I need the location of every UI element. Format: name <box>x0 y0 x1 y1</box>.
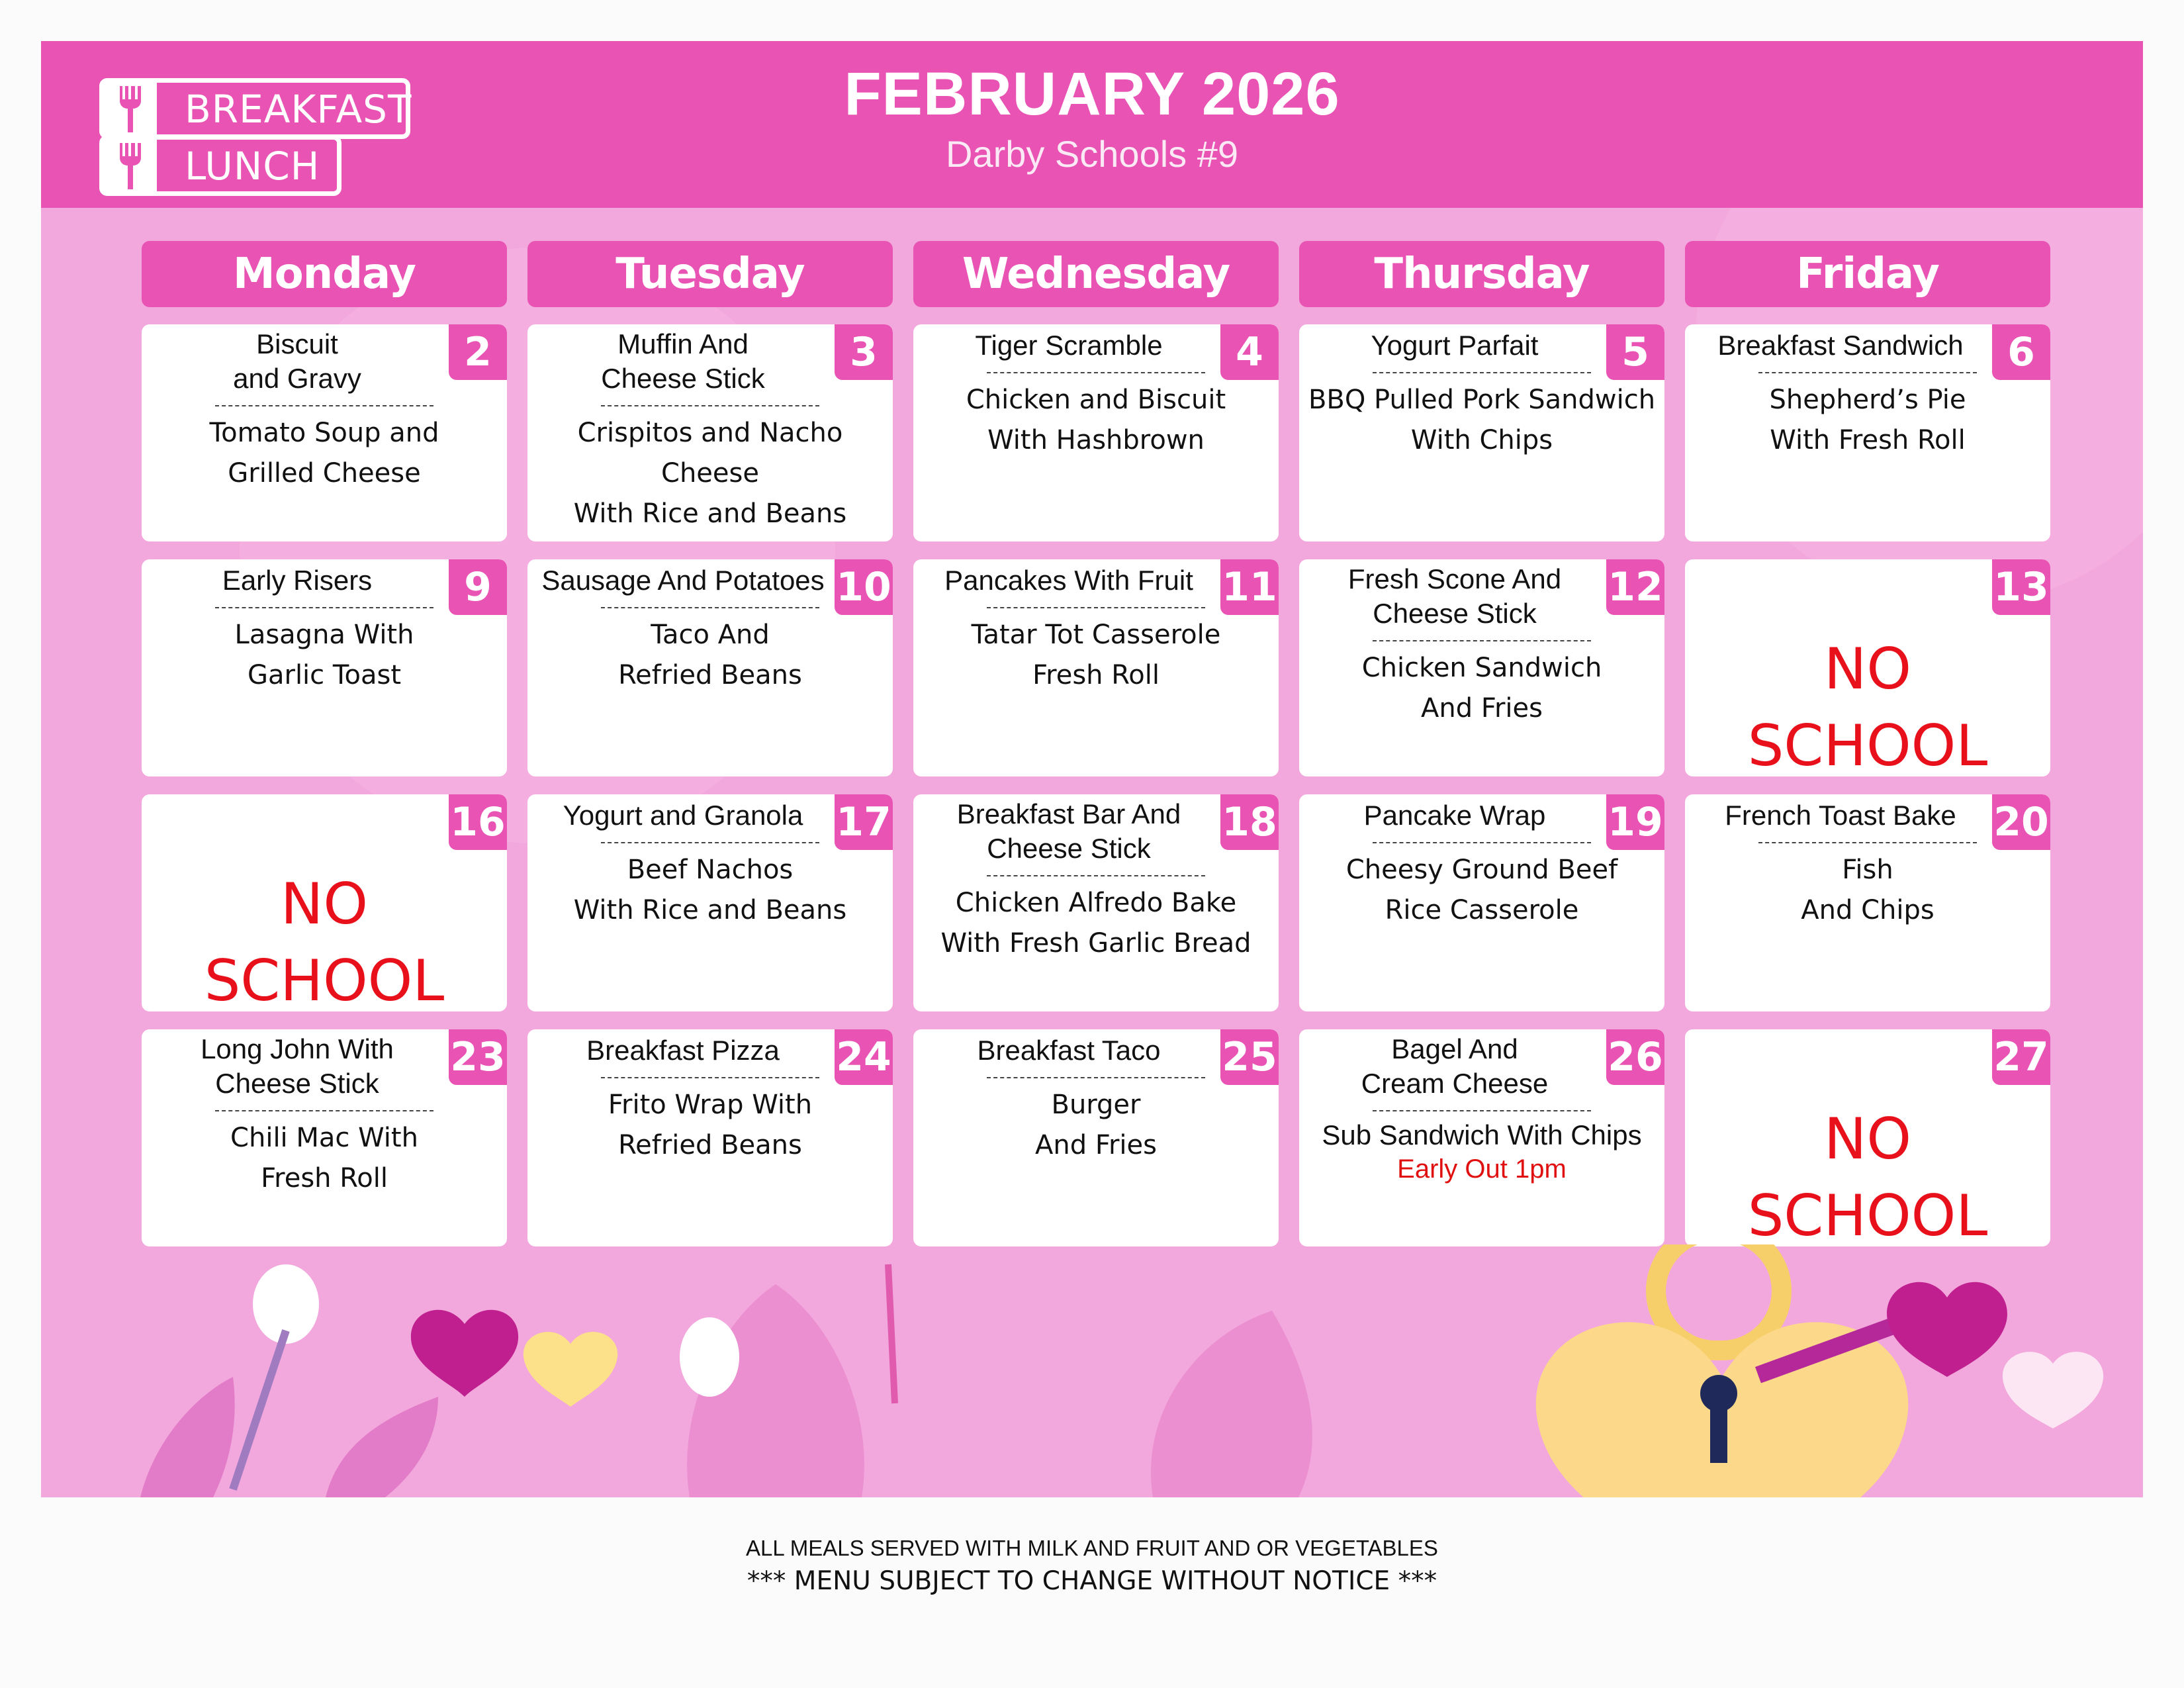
day-number-badge: 4 <box>1220 324 1279 380</box>
day-cell-27 <box>1685 1029 2050 1246</box>
breakfast-item: Pancakes With Fruit <box>944 565 1193 596</box>
branch-shape <box>888 1264 895 1403</box>
lunch-item: Tomato Soup and Grilled Cheese <box>209 418 439 489</box>
day-cell-20 <box>1685 794 2050 1011</box>
heart-icon <box>523 1332 617 1407</box>
day-number-badge: 5 <box>1606 324 1664 380</box>
meal-separator <box>215 1110 433 1111</box>
lunch-item: Chicken Alfredo Bake With Fresh Garlic Bread <box>940 888 1251 959</box>
day-number-badge: 11 <box>1220 559 1279 615</box>
day-cell-23 <box>142 1029 507 1246</box>
day-number-badge: 13 <box>1992 559 2050 615</box>
meal-separator <box>987 875 1205 876</box>
footer-meal-note: ALL MEALS SERVED WITH MILK AND FRUIT AND OR VEGETABLES <box>746 1536 1438 1560</box>
meal-separator <box>215 405 433 406</box>
day-number-badge: 19 <box>1606 794 1664 850</box>
meal-separator <box>987 372 1205 373</box>
day-number-badge: 23 <box>449 1029 507 1085</box>
early-out-note: Early Out 1pm <box>1397 1154 1567 1184</box>
meal-separator <box>1373 1110 1591 1111</box>
lunch-item: Cheesy Ground Beef Rice Casserole <box>1345 855 1618 925</box>
day-cell-12 <box>1299 559 1664 776</box>
lunch-item: Frito Wrap With Refried Beans <box>608 1090 813 1160</box>
day-cell-24 <box>527 1029 893 1246</box>
no-school-label: NO SCHOOL <box>1747 636 1988 776</box>
weekday-header-monday: Monday <box>142 241 507 307</box>
day-number-badge: 20 <box>1992 794 2050 850</box>
breakfast-item: Sausage And Potatoes <box>541 565 825 596</box>
meal-separator <box>1373 842 1591 843</box>
heart-icon <box>411 1310 518 1397</box>
lunch-item: Taco And Refried Beans <box>618 620 802 690</box>
meal-separator <box>215 607 433 608</box>
heart-icon <box>1887 1282 2007 1377</box>
logo-breakfast-text: BREAKFAST <box>185 87 412 132</box>
day-number-badge: 2 <box>449 324 507 380</box>
breakfast-item: Breakfast Pizza <box>586 1035 780 1066</box>
lunch-item: Sub Sandwich With Chips <box>1322 1119 1642 1150</box>
weekday-header-tuesday: Tuesday <box>527 241 893 307</box>
day-cell-26 <box>1299 1029 1664 1246</box>
leaf-shape <box>326 1397 438 1497</box>
meal-separator <box>1373 640 1591 641</box>
weekday-header-wednesday: Wednesday <box>913 241 1279 307</box>
footer-change-notice: *** MENU SUBJECT TO CHANGE WITHOUT NOTICE *** <box>747 1566 1437 1596</box>
breakfast-item: Breakfast Bar And Cheese Stick <box>956 798 1181 864</box>
day-number-badge: 27 <box>1992 1029 2050 1085</box>
day-cell-6 <box>1685 324 2050 541</box>
lunch-item: Tatar Tot Casserole Fresh Roll <box>971 620 1221 690</box>
breakfast-item: French Toast Bake <box>1725 800 1956 831</box>
school-name: Darby Schools #9 <box>945 133 1238 175</box>
tulip-flower <box>680 1317 739 1397</box>
day-number-badge: 24 <box>835 1029 893 1085</box>
breakfast-item: Early Risers <box>222 565 373 596</box>
breakfast-item: Pancake Wrap <box>1363 800 1546 831</box>
day-cell-13 <box>1685 559 2050 776</box>
day-number-badge: 10 <box>835 559 893 615</box>
day-number-badge: 12 <box>1606 559 1664 615</box>
day-cell-5 <box>1299 324 1664 541</box>
lunch-item: Lasagna With Garlic Toast <box>234 620 414 690</box>
lunch-item: Chicken and Biscuit With Hashbrown <box>966 385 1226 455</box>
meal-separator <box>601 607 819 608</box>
day-cell-9 <box>142 559 507 776</box>
meal-separator <box>601 1077 819 1078</box>
meal-separator <box>987 607 1205 608</box>
lunch-item: Chili Mac With Fresh Roll <box>230 1123 418 1194</box>
breakfast-item: Muffin And Cheese Stick <box>601 328 765 394</box>
tulip-stem <box>233 1331 286 1489</box>
day-number-badge: 6 <box>1992 324 2050 380</box>
no-school-label: NO SCHOOL <box>1747 1106 1988 1246</box>
meal-separator <box>987 1077 1205 1078</box>
keyhole-icon <box>1710 1397 1727 1463</box>
day-cell-25 <box>913 1029 1279 1246</box>
lunch-item: Crispitos and Nacho Cheese With Rice and Beans <box>573 418 847 529</box>
lunch-item: Fish And Chips <box>1801 855 1934 925</box>
leaf-shape <box>1151 1311 1312 1497</box>
page-title: FEBRUARY 2026 <box>844 60 1340 128</box>
breakfast-item: Breakfast Sandwich <box>1717 330 1964 361</box>
breakfast-item: Long John With Cheese Stick <box>201 1033 394 1099</box>
weekday-header-thursday: Thursday <box>1299 241 1664 307</box>
breakfast-item: Biscuit and Gravy <box>233 328 361 394</box>
valentine-decoration <box>41 1244 2143 1497</box>
meal-separator <box>601 842 819 843</box>
breakfast-item: Yogurt Parfait <box>1371 330 1539 361</box>
breakfast-item: Bagel And Cream Cheese <box>1361 1033 1549 1099</box>
logo-lunch-text: LUNCH <box>185 144 320 189</box>
breakfast-item: Yogurt and Granola <box>563 800 803 831</box>
lunch-item: BBQ Pulled Pork Sandwich With Chips <box>1308 385 1656 455</box>
leaf-shape <box>140 1377 235 1497</box>
day-number-badge: 17 <box>835 794 893 850</box>
breakfast-item: Fresh Scone And Cheese Stick <box>1347 563 1562 629</box>
heart-icon <box>2003 1352 2103 1429</box>
lunch-item: Chicken Sandwich And Fries <box>1361 653 1602 724</box>
no-school-label: NO SCHOOL <box>204 871 445 1011</box>
day-number-badge: 16 <box>449 794 507 850</box>
day-cell-17 <box>527 794 893 1011</box>
breakfast-item: Breakfast Taco <box>977 1035 1161 1066</box>
day-cell-16 <box>142 794 507 1011</box>
meal-separator <box>1758 842 1977 843</box>
day-cell-10 <box>527 559 893 776</box>
day-cell-4 <box>913 324 1279 541</box>
lunch-item: Burger And Fries <box>1035 1090 1157 1160</box>
day-number-badge: 18 <box>1220 794 1279 850</box>
day-number-badge: 26 <box>1606 1029 1664 1085</box>
day-cell-19 <box>1299 794 1664 1011</box>
lunch-item: Shepherd’s Pie With Fresh Roll <box>1769 385 1966 455</box>
meal-separator <box>601 405 819 406</box>
day-number-badge: 25 <box>1220 1029 1279 1085</box>
day-number-badge: 3 <box>835 324 893 380</box>
meal-separator <box>1373 372 1591 373</box>
day-cell-3 <box>527 324 893 541</box>
day-cell-11 <box>913 559 1279 776</box>
day-cell-2 <box>142 324 507 541</box>
day-cell-18 <box>913 794 1279 1011</box>
day-number-badge: 9 <box>449 559 507 615</box>
breakfast-item: Tiger Scramble <box>975 330 1163 361</box>
lunch-item: Beef Nachos With Rice and Beans <box>573 855 847 925</box>
weekday-header-friday: Friday <box>1685 241 2050 307</box>
meal-separator <box>1758 372 1977 373</box>
